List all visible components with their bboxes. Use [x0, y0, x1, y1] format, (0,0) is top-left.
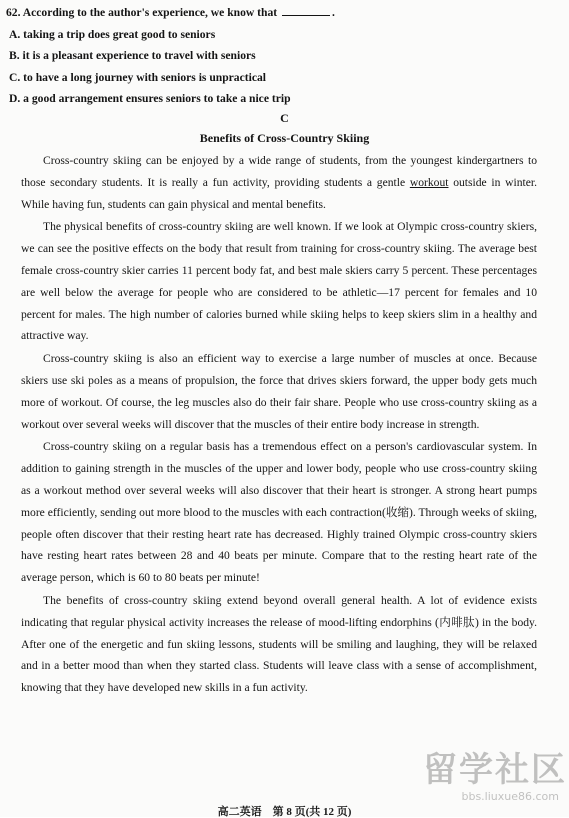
- question-stem: [6, 2, 562, 24]
- paragraph-2: The physical benefits of cross-country skiing are well known. If we look at Olympic cross-country skiers, we can see the positive effects on the body that result from training for cross-country skiing. The average best female cross-country skier carries 11 percent body fat, and best male skiers carry 5 percent. These percentages are well below the average for people who are considered to be athletic—17 percent for females and 10 percent for males. The high number of calories burned while skiing helps to keep skiers slim in a healthy and attractive way.: [21, 220, 537, 343]
- question-stem-text: 62. According to the author's experience, we know that: [6, 6, 278, 19]
- option-a: A. taking a trip does great good to seniors: [9, 27, 216, 41]
- watermark-logo-text: 留学社区: [423, 750, 567, 790]
- option-b: B. it is a pleasant experience to travel with seniors: [9, 49, 256, 62]
- passage-title: Benefits of Cross-Country Skiing: [199, 131, 370, 145]
- paragraph-4: Cross-country skiing on a regular basis has a tremendous effect on a person's cardiovascular system. In addition to gaining strength in the muscles of the upper and lower body, people who use cross-country skiing as a workout method over several weeks will also discover that their heart is stronger. A strong heart pumps more efficiently, sending out more blood to the muscles with each contraction(收缩). Through weeks of skiing, people often discover that their resting heart rate has decreased. Highly trained Olympic cross-country skiers have resting heart rates between 28 and 40 beats per minute. Compare that to the resting heart rate of the average person, which is 60 to 80 beats per minute!: [21, 440, 537, 585]
- paragraph-1-end: outside in winter. While having fun, students can gain physical and mental benefits.: [21, 175, 537, 211]
- paragraph-1-start: Cross-country skiing can be enjoyed by a wide range of students, from the youngest kindergartners to those secondary students. It is really a fun activity, providing students a gentle: [21, 154, 537, 189]
- option-d: D. a good arrangement ensures seniors to take a nice trip: [9, 92, 291, 105]
- underlined-word: workout: [409, 175, 449, 189]
- question-stem-end: .: [332, 6, 335, 19]
- question-62: [6, 2, 562, 110]
- passage-body: [21, 150, 537, 700]
- paragraph-1: [21, 150, 537, 215]
- answer-blank: [282, 3, 330, 16]
- site-watermark: [423, 750, 567, 814]
- page-footer: 高二英语 第 8 页(共 12 页): [217, 806, 352, 818]
- paragraph-5: The benefits of cross-country skiing extend beyond overall general health. A lot of evidence exists indicating that regular physical activity increases the release of mood-lifting endorphins (内啡肽) in the body. After one of the energetic and fun skiing lessons, students will be smiling and laughing, they will be relaxed and in a better mood than when they started class. Students will leave class with a sense of accomplishment, knowing that they have developed new skills in a fun activity.: [21, 593, 537, 695]
- section-letter: C: [280, 111, 289, 125]
- watermark-url: bbs.liuxue86.com: [461, 790, 559, 803]
- option-c: C. to have a long journey with seniors is unpractical: [9, 70, 266, 84]
- paragraph-3: Cross-country skiing is also an efficient way to exercise a large number of muscles at once. Because skiers use ski poles as a means of propulsion, the force that drives skiers forward, the upper body gets much more of workout. Of course, the leg muscles also do their fair share. People who use cross-country skiing as a workout over several weeks will discover that the muscles of their entire body increase in strength.: [21, 352, 537, 431]
